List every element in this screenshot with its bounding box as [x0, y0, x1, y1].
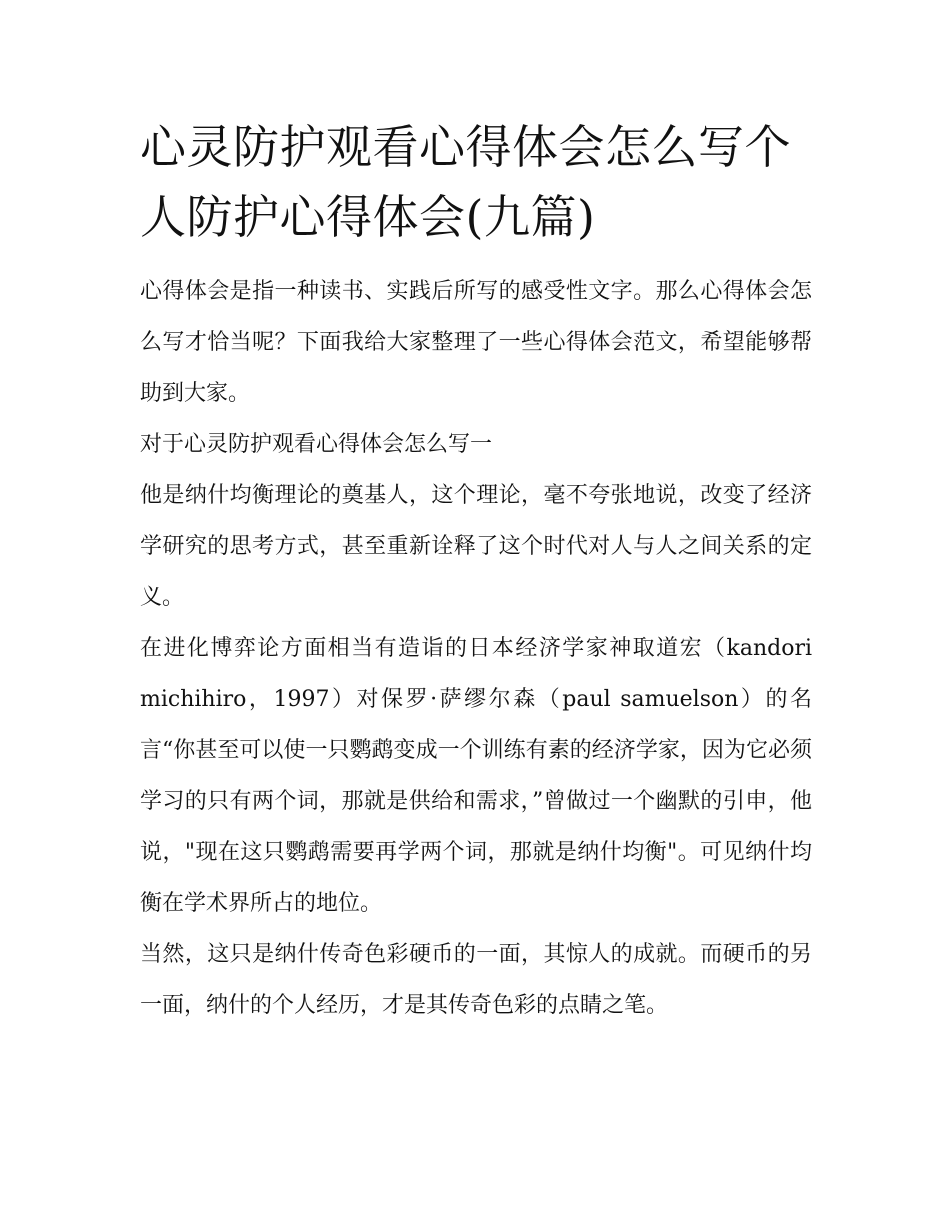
intro-paragraph: 心得体会是指一种读书、实践后所写的感受性文字。那么心得体会怎么写才恰当呢？下面我给大家整理了一些心得体会范文，希望能够帮助到大家。 [140, 279, 812, 406]
section-heading: 对于心灵防护观看心得体会怎么写一 [140, 432, 493, 457]
document-page [140, 112, 812, 1031]
body-paragraph: 他是纳什均衡理论的奠基人，这个理论，毫不夸张地说，改变了经济学研究的思考方式，甚至重新诠释了这个时代对人与人之间关系的定义。 [140, 483, 812, 610]
document-body [140, 266, 812, 1031]
body-paragraph: 在进化博弈论方面相当有造诣的日本经济学家神取道宏（kandori michihiro，1997）对保罗·萨缪尔森（paul samuelson）的名言“你甚至可以使一只鹦鹉变成一个训练有素的经济学家，因为它必须学习的只有两个词，那就是供给和需求，”曾做过一个幽默的引申，他说，"现在这只鹦鹉需要再学两个词，那就是纳什均衡"。可见纳什均衡在学术界所占的地位。 [140, 636, 812, 916]
body-paragraph: 当然，这只是纳什传奇色彩硬币的一面，其惊人的成就。而硬币的另一面，纳什的个人经历，才是其传奇色彩的点睛之笔。 [140, 942, 812, 1018]
document-title: 心灵防护观看心得体会怎么写个人防护心得体会(九篇) [140, 120, 791, 244]
